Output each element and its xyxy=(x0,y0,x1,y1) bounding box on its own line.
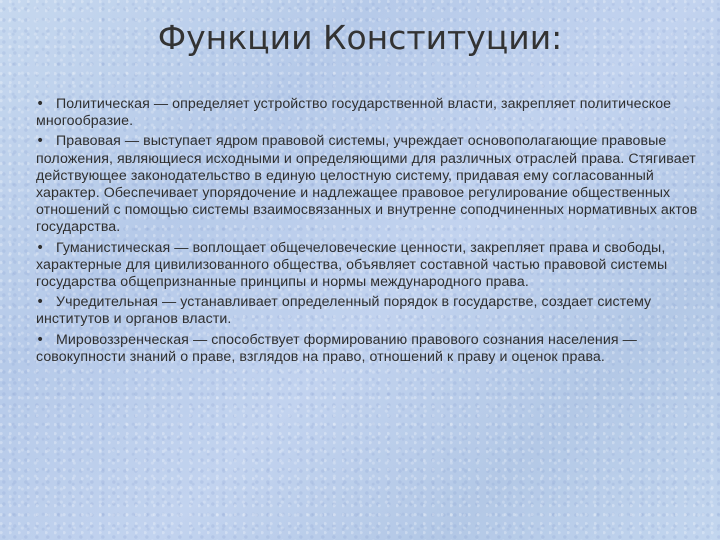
slide-title: Функции Конституции: xyxy=(157,18,563,57)
list-item-constituent xyxy=(36,294,712,328)
list-item-text: Учредительная — устанавливает определенный порядок в государстве, создает систему институтов и органов власти. xyxy=(36,294,656,328)
bullet-icon: • xyxy=(36,96,45,112)
bullet-icon: • xyxy=(36,294,45,311)
bullet-icon: • xyxy=(36,133,45,150)
list-item-humanistic xyxy=(36,240,712,292)
list-item-text: Гуманистическая — воплощает общечеловеческие ценности, закрепляет права и свободы, характерные для цивилизованного общества, объявляет составной частью правовой системы государства общепризнанные принципы и нормы международного права. xyxy=(36,239,672,291)
function-list xyxy=(36,96,712,369)
list-item-text: Политическая — определяет устройство государственной власти, закрепляет политическое многообразие. xyxy=(36,96,676,130)
bullet-icon: • xyxy=(36,331,45,348)
list-item-worldview xyxy=(36,332,712,366)
list-item-legal xyxy=(36,133,712,236)
list-item-text: Правовая — выступает ядром правовой системы, учреждает основополагающие правовые положения, являющиеся исходными и определяющими для различных отраслей права. Стягивает действующее законодательство в единую целостную систему, придавая ему согласованный характер. Обеспечивает упорядочение и надлежащее правовое регулирование общественных отношений с помощью системы взаимосвязанных и внутренне соподчиненных нормативных актов государства. xyxy=(36,133,702,236)
bullet-icon: • xyxy=(36,239,45,256)
list-item-political xyxy=(36,96,712,130)
list-item-text: Мировоззренческая — способствует формированию правового сознания населения — совокупности знаний о праве, взглядов на право, отношений к праву и оценок права. xyxy=(36,331,641,365)
